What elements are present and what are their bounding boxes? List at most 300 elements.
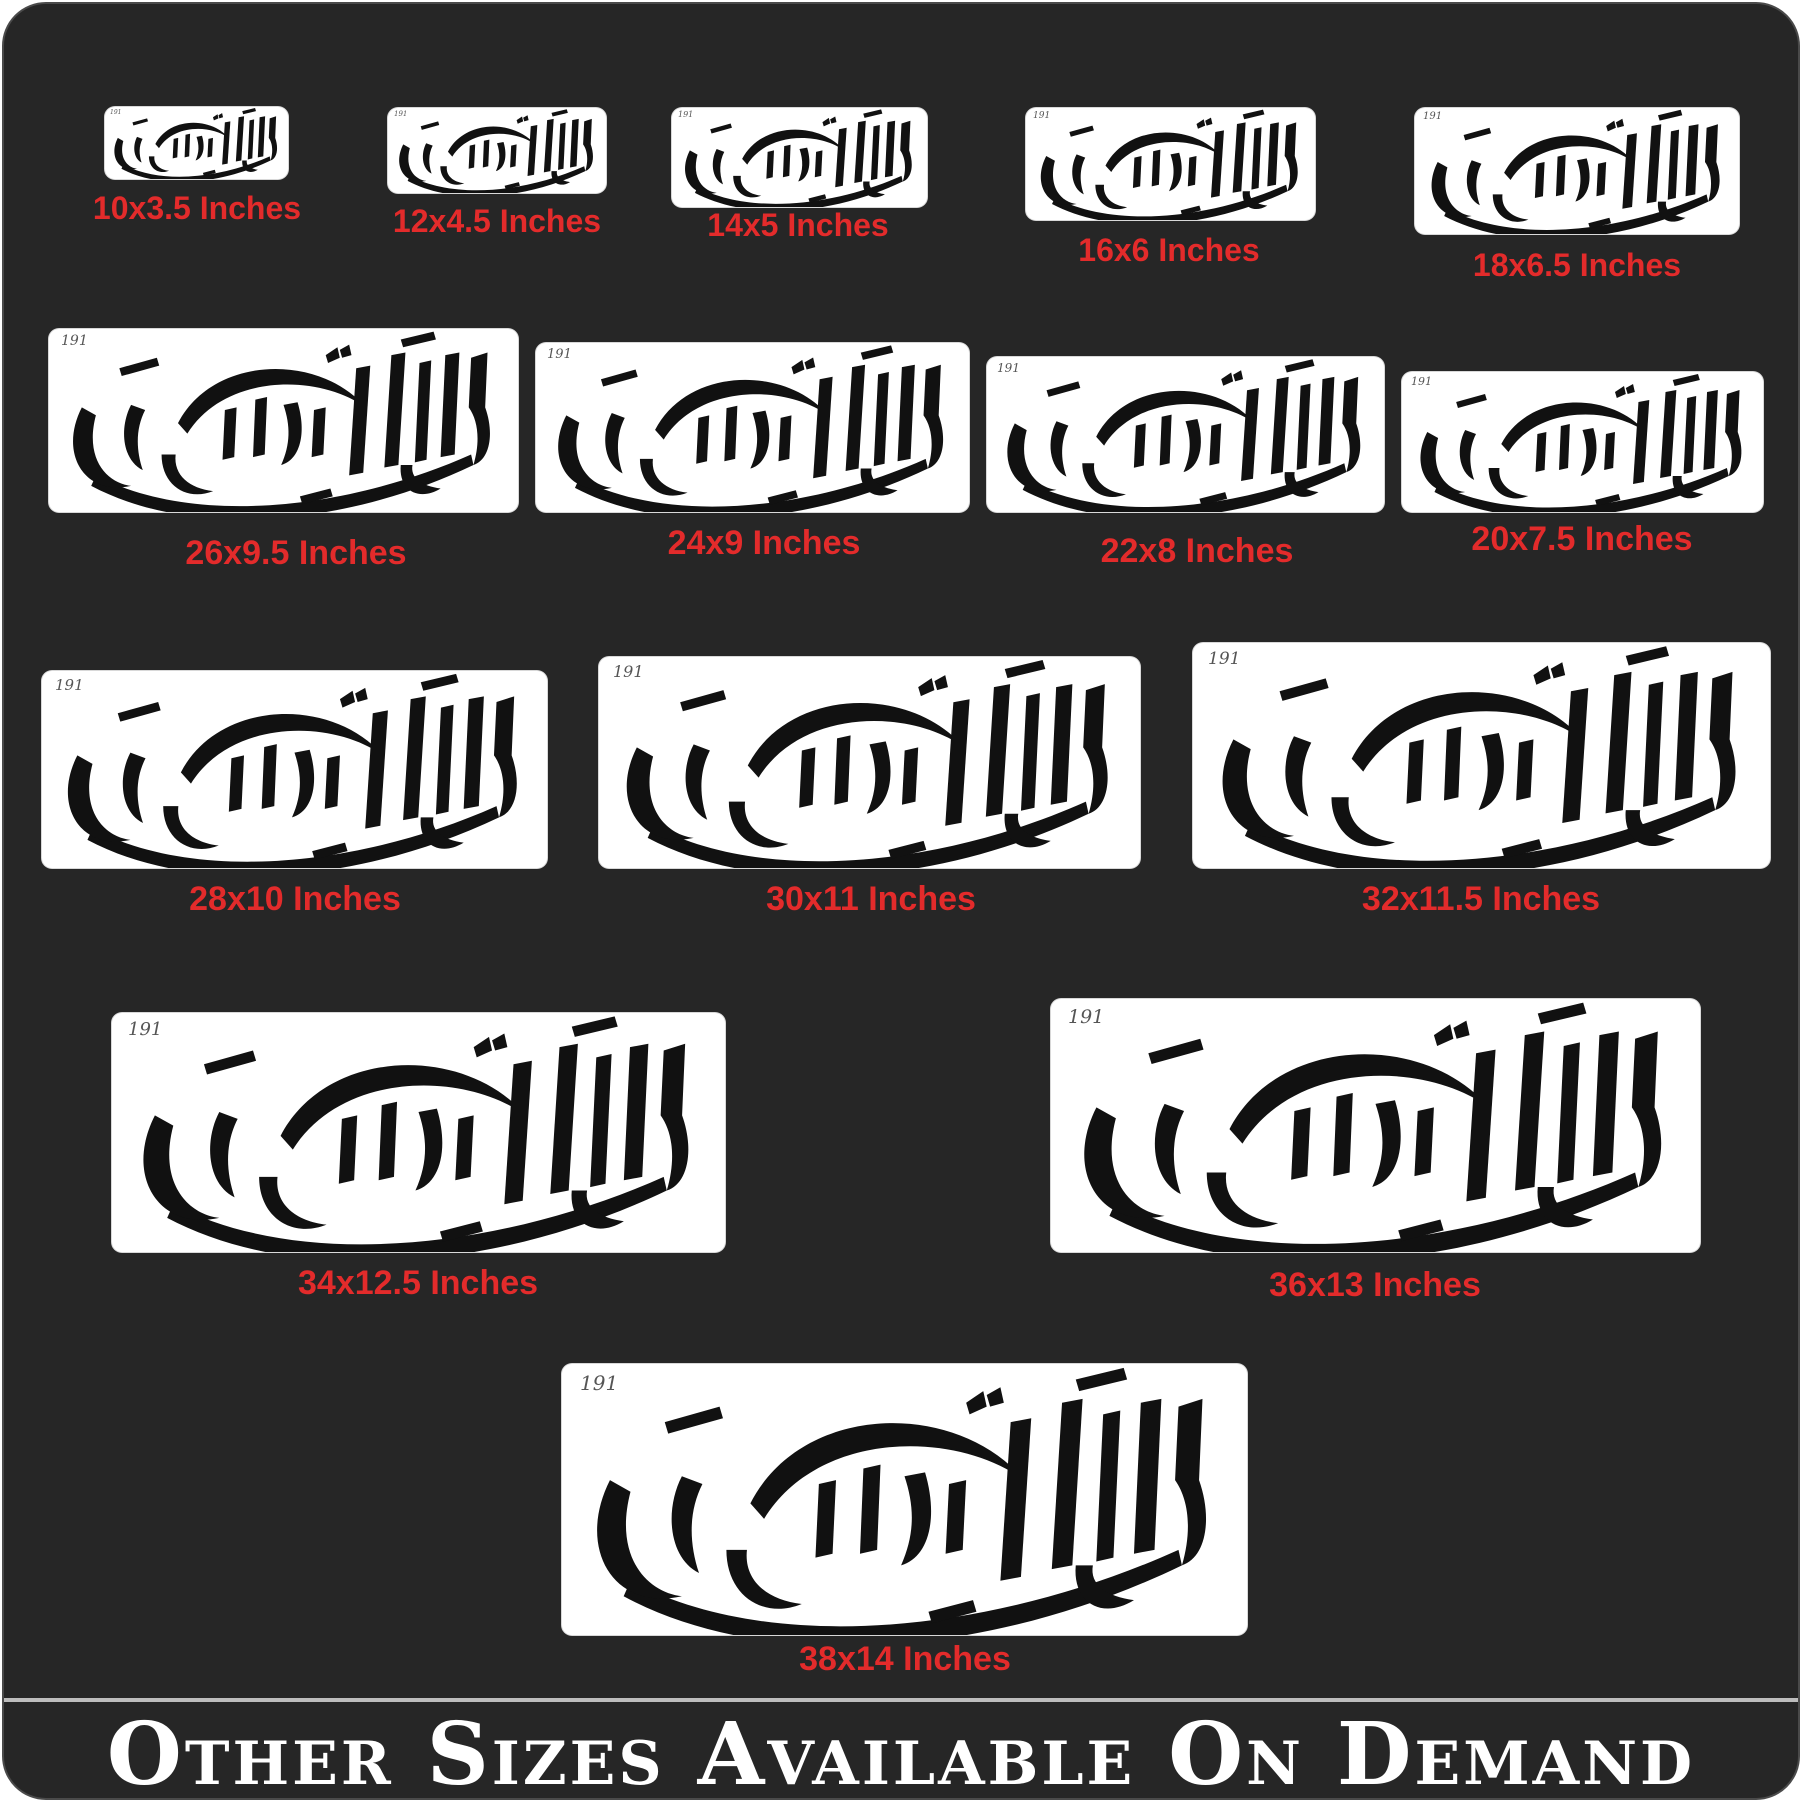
calligraphy-stroke (696, 415, 709, 463)
calligraphy-stroke (1606, 119, 1624, 132)
calligraphy-stroke (1705, 124, 1720, 201)
stencil-card (562, 1364, 1247, 1635)
calligraphy-image (1402, 372, 1763, 512)
calligraphy-stroke (68, 755, 131, 841)
calligraphy-image (1051, 999, 1700, 1252)
calligraphy-stroke (1000, 1418, 1031, 1581)
stencil-card (49, 329, 518, 512)
stencil-card (42, 671, 547, 868)
calligraphy-stroke (1575, 158, 1589, 201)
calligraphy-stroke (119, 358, 159, 376)
calligraphy-stroke (1152, 150, 1161, 187)
calligraphy-stroke (1456, 394, 1487, 408)
calligraphy-stroke (791, 357, 815, 374)
calligraphy-stroke (1414, 1107, 1433, 1176)
calligraphy-stroke (262, 744, 277, 809)
calligraphy-stroke (1267, 122, 1279, 186)
calligraphy-stroke (1479, 733, 1504, 810)
calligraphy-stroke (1626, 646, 1669, 665)
calligraphy-stroke (1084, 1107, 1164, 1218)
calligraphy-stroke (924, 365, 944, 469)
calligraphy-stroke (349, 366, 370, 476)
calligraphy-stroke (517, 115, 529, 124)
calligraphy-stroke (326, 345, 352, 363)
calligraphy-stroke (627, 747, 694, 839)
calligraphy-stroke (1444, 727, 1461, 801)
calligraphy-stroke (196, 136, 204, 161)
size-label: 14x5 Inches (707, 207, 889, 243)
calligraphy-image (1026, 108, 1315, 220)
calligraphy-stroke (1342, 377, 1360, 472)
stencil-code: 191 (55, 676, 84, 694)
calligraphy-stroke (1007, 423, 1056, 491)
calligraphy-stroke (590, 1054, 611, 1187)
calligraphy-stroke (114, 138, 137, 169)
calligraphy-stroke (185, 134, 190, 158)
calligraphy-stroke (815, 1480, 836, 1557)
calligraphy-stroke (1285, 359, 1315, 372)
calligraphy-stroke (902, 747, 918, 804)
calligraphy-stroke (1515, 1032, 1544, 1191)
calligraphy-stroke (1622, 133, 1637, 209)
calligraphy-stroke (1297, 384, 1311, 470)
stencil-card (536, 343, 969, 512)
stencil-code: 191 (547, 347, 572, 362)
calligraphy-stroke (867, 741, 891, 813)
calligraphy-stroke (469, 353, 490, 465)
calligraphy-stroke (1052, 1399, 1083, 1569)
calligraphy-stroke (724, 406, 737, 462)
calligraphy-stroke (1134, 1399, 1161, 1554)
stencil-code: 191 (997, 361, 1020, 375)
stencil-code: 191 (1411, 375, 1432, 388)
calligraphy-stroke (986, 684, 1010, 817)
stencil-code: 191 (678, 110, 694, 119)
calligraphy-stroke (436, 705, 454, 815)
calligraphy-stroke (1241, 388, 1259, 481)
calligraphy-stroke (750, 1423, 1024, 1519)
calligraphy-stroke (946, 1480, 967, 1554)
calligraphy-image (112, 1013, 725, 1252)
stencil-code: 191 (613, 662, 644, 681)
calligraphy-stroke (149, 156, 169, 172)
calligraphy-stroke (1675, 672, 1698, 801)
calligraphy-stroke (1096, 391, 1255, 446)
calligraphy-stroke (729, 802, 789, 848)
calligraphy-stroke (496, 142, 506, 171)
calligraphy-stroke (1211, 130, 1224, 197)
calligraphy-stroke (1047, 381, 1081, 397)
calligraphy-stroke (898, 365, 915, 462)
calligraphy-stroke (1606, 672, 1632, 813)
calligraphy-stroke (365, 710, 388, 828)
calligraphy-stroke (597, 1480, 682, 1598)
stencil-code: 191 (1068, 1006, 1105, 1028)
calligraphy-stroke (583, 119, 593, 171)
calligraphy-stroke (1684, 396, 1697, 474)
calligraphy-stroke (1596, 162, 1606, 196)
calligraphy-stroke (1538, 1003, 1587, 1025)
calligraphy-image (562, 1364, 1247, 1635)
calligraphy-stroke (1243, 110, 1265, 120)
stencil-card (1402, 372, 1763, 512)
calligraphy-stroke (1082, 463, 1126, 497)
size-label: 12x4.5 Inches (392, 203, 602, 239)
calligraphy-stroke (281, 1065, 526, 1149)
calligraphy-stroke (292, 750, 314, 818)
calligraphy-stroke (672, 1476, 703, 1573)
calligraphy-stroke (945, 699, 969, 826)
calligraphy-stroke (813, 377, 832, 478)
calligraphy-stroke (510, 144, 517, 167)
calligraphy-stroke (1285, 122, 1298, 191)
calligraphy-stroke (742, 130, 844, 165)
calligraphy-stroke (1051, 684, 1073, 805)
calligraphy-stroke (464, 696, 484, 809)
calligraphy-stroke (835, 128, 846, 187)
calligraphy-image (536, 343, 969, 512)
calligraphy-stroke (750, 411, 769, 469)
size-label: 22x8 Inches (1100, 532, 1294, 570)
calligraphy-stroke (1434, 1021, 1470, 1046)
calligraphy-stroke (134, 137, 142, 163)
calligraphy-stroke (1516, 739, 1533, 800)
calligraphy-stroke (1581, 428, 1597, 476)
calligraphy-stroke (624, 1044, 649, 1181)
calligraphy-stroke (655, 380, 828, 440)
calligraphy-stroke (885, 121, 895, 178)
calligraphy-stroke (1406, 739, 1423, 803)
calligraphy-stroke (685, 150, 717, 193)
calligraphy-stroke (1643, 682, 1663, 807)
calligraphy-stroke (1083, 684, 1107, 814)
calligraphy-stroke (222, 121, 230, 164)
calligraphy-stroke (399, 144, 426, 181)
stencil-card (599, 657, 1140, 868)
calligraphy-stroke (253, 397, 267, 457)
calligraphy-image (388, 108, 606, 193)
calligraphy-stroke (1105, 132, 1221, 172)
calligraphy-stroke (1504, 135, 1634, 180)
size-label: 10x3.5 Inches (92, 190, 302, 226)
size-label: 38x14 Inches (799, 1640, 1011, 1678)
calligraphy-stroke (258, 116, 265, 157)
calligraphy-stroke (1184, 419, 1201, 472)
calligraphy-stroke (1593, 1032, 1619, 1177)
stencil-card (1026, 108, 1315, 220)
size-label: 28x10 Inches (189, 880, 401, 918)
calligraphy-stroke (605, 413, 624, 473)
calligraphy-stroke (1559, 424, 1570, 470)
calligraphy-stroke (1432, 162, 1472, 217)
calligraphy-stroke (1533, 662, 1565, 685)
calligraphy-stroke (1169, 153, 1182, 191)
calligraphy-stroke (1209, 423, 1221, 465)
calligraphy-stroke (415, 360, 431, 462)
calligraphy-stroke (528, 125, 538, 176)
calligraphy-stroke (210, 1112, 238, 1197)
calligraphy-image (1415, 108, 1739, 234)
calligraphy-stroke (686, 744, 710, 819)
stencil-card (1051, 999, 1700, 1252)
calligraphy-stroke (1725, 390, 1741, 476)
size-label: 32x11.5 Inches (1361, 880, 1601, 918)
calligraphy-stroke (570, 119, 579, 168)
calligraphy-stroke (1051, 421, 1069, 476)
calligraphy-stroke (822, 116, 836, 126)
calligraphy-stroke (1148, 1039, 1203, 1064)
calligraphy-stroke (1633, 400, 1649, 484)
calligraphy-stroke (1229, 1054, 1489, 1143)
calligraphy-stroke (1271, 377, 1289, 474)
calligraphy-stroke (483, 140, 490, 168)
calligraphy-stroke (1207, 1172, 1278, 1227)
calligraphy-stroke (640, 459, 688, 496)
size-label: 30x11 Inches (766, 880, 976, 918)
stencil-card (987, 357, 1384, 512)
calligraphy-stroke (1420, 432, 1465, 493)
calligraphy-stroke (124, 405, 145, 470)
calligraphy-stroke (223, 407, 237, 459)
calligraphy-stroke (401, 332, 436, 348)
calligraphy-stroke (1535, 162, 1545, 198)
size-label: 16x6 Inches (1078, 232, 1260, 268)
calligraphy-stroke (900, 121, 912, 182)
calligraphy-stroke (572, 1016, 618, 1036)
calligraphy-stroke (726, 1550, 801, 1609)
stencil-code: 191 (394, 110, 408, 118)
size-label: 18x6.5 Inches (1472, 247, 1682, 283)
calligraphy-stroke (1221, 370, 1243, 386)
calligraphy-stroke (1076, 1368, 1127, 1391)
calligraphy-stroke (1557, 1042, 1580, 1183)
calligraphy-stroke (123, 753, 146, 823)
calligraphy-stroke (421, 121, 440, 130)
calligraphy-stroke (871, 125, 880, 180)
stencil-card (388, 108, 606, 193)
stencil-card (672, 108, 927, 207)
calligraphy-image (1193, 643, 1770, 868)
calligraphy-image (42, 671, 547, 868)
calligraphy-stroke (1188, 156, 1197, 186)
calligraphy-stroke (918, 675, 948, 696)
calligraphy-stroke (710, 124, 732, 134)
calligraphy-stroke (550, 1044, 578, 1194)
calligraphy-stroke (1556, 155, 1566, 196)
calligraphy-stroke (423, 143, 433, 173)
calligraphy-stroke (846, 365, 865, 471)
calligraphy-stroke (213, 113, 223, 120)
calligraphy-stroke (1041, 156, 1077, 205)
calligraphy-stroke (1703, 390, 1717, 470)
size-label: 26x9.5 Inches (185, 534, 407, 572)
calligraphy-stroke (325, 755, 340, 808)
calligraphy-stroke (861, 345, 893, 359)
calligraphy-stroke (1501, 403, 1645, 452)
calligraphy-stroke (403, 696, 426, 820)
calligraphy-stroke (1489, 468, 1529, 498)
calligraphy-stroke (1197, 118, 1213, 129)
calligraphy-stroke (901, 1472, 931, 1565)
calligraphy-stroke (1005, 660, 1046, 678)
calligraphy-stroke (448, 127, 535, 157)
calligraphy-stroke (1155, 1104, 1184, 1194)
calligraphy-stroke (1668, 130, 1679, 200)
calligraphy-stroke (544, 119, 554, 172)
stencil-card (1193, 643, 1770, 868)
calligraphy-stroke (1096, 1410, 1120, 1561)
calligraphy-stroke (558, 123, 566, 170)
calligraphy-stroke (155, 123, 228, 148)
calligraphy-stroke (1331, 797, 1394, 846)
size-label: 36x13 Inches (1269, 1266, 1481, 1304)
calligraphy-stroke (494, 696, 517, 817)
calligraphy-image (105, 107, 288, 179)
footer-banner: Other Sizes Available On Demand (106, 1704, 1696, 1800)
calligraphy-stroke (1464, 128, 1492, 141)
calligraphy-image (599, 657, 1140, 868)
calligraphy-stroke (118, 702, 161, 722)
calligraphy-stroke (854, 121, 865, 183)
calligraphy-stroke (242, 108, 256, 114)
calligraphy-stroke (1160, 415, 1172, 466)
size-label: 34x12.5 Inches (297, 1264, 539, 1302)
calligraphy-stroke (1095, 185, 1127, 209)
calligraphy-stroke (798, 148, 809, 182)
product-frame (2, 2, 1800, 1800)
calligraphy-stroke (1466, 1050, 1495, 1202)
calligraphy-stroke (340, 688, 368, 708)
calligraphy-image (49, 329, 518, 512)
calligraphy-stroke (474, 1033, 508, 1057)
calligraphy-stroke (834, 735, 850, 804)
calligraphy-stroke (1615, 384, 1635, 398)
calligraphy-stroke (415, 1109, 442, 1191)
calligraphy-stroke (1069, 126, 1094, 137)
calligraphy-image (672, 108, 927, 207)
calligraphy-stroke (469, 144, 476, 168)
calligraphy-stroke (1372, 1100, 1400, 1187)
stencil-code: 191 (128, 1019, 163, 1040)
calligraphy-stroke (713, 149, 724, 184)
calligraphy-stroke (1223, 739, 1294, 837)
calligraphy-stroke (236, 116, 244, 161)
calligraphy-stroke (1536, 432, 1547, 472)
size-label: 24x9 Inches (667, 524, 861, 562)
calligraphy-stroke (680, 690, 726, 711)
calligraphy-image (987, 357, 1384, 512)
calligraphy-stroke (1460, 430, 1476, 480)
calligraphy-stroke (1658, 110, 1682, 121)
calligraphy-stroke (1686, 124, 1699, 196)
calligraphy-stroke (1021, 693, 1040, 811)
footer-divider (4, 1698, 1798, 1702)
calligraphy-stroke (143, 1115, 219, 1219)
calligraphy-stroke (1233, 122, 1246, 192)
calligraphy-stroke (504, 1061, 532, 1204)
calligraphy-stroke (661, 1044, 689, 1191)
calligraphy-stroke (441, 353, 460, 458)
calligraphy-stroke (558, 415, 612, 489)
calligraphy-stroke (281, 402, 302, 465)
calligraphy-stroke (379, 1102, 397, 1181)
calligraphy-stroke (178, 369, 366, 434)
stencil-code: 191 (110, 109, 122, 116)
calligraphy-stroke (455, 1115, 473, 1180)
calligraphy-stroke (1133, 156, 1142, 188)
calligraphy-stroke (162, 454, 214, 494)
calligraphy-stroke (1318, 377, 1334, 466)
calligraphy-stroke (1709, 672, 1735, 810)
size-label: 20x7.5 Inches (1471, 520, 1693, 558)
stencil-code: 191 (1208, 649, 1241, 669)
calligraphy-stroke (384, 353, 405, 468)
stencil-code: 191 (1423, 111, 1443, 122)
calligraphy-stroke (1251, 127, 1261, 189)
calligraphy-stroke (248, 119, 254, 159)
calligraphy-stroke (799, 747, 815, 807)
calligraphy-stroke (1493, 194, 1529, 221)
calligraphy-stroke (339, 1115, 357, 1183)
calligraphy-stroke (259, 1177, 326, 1229)
stencil-card (112, 1013, 725, 1252)
stencil-code: 191 (1033, 111, 1051, 121)
calligraphy-stroke (73, 407, 131, 487)
calligraphy-stroke (1280, 678, 1329, 701)
calligraphy-stroke (1604, 432, 1615, 470)
calligraphy-stroke (733, 176, 761, 198)
calligraphy-stroke (204, 1051, 256, 1075)
calligraphy-stroke (1562, 688, 1588, 823)
calligraphy-stroke (269, 116, 277, 160)
calligraphy-stroke (860, 1465, 881, 1554)
calligraphy-stroke (1632, 1032, 1661, 1187)
calligraphy-stroke (181, 714, 383, 784)
calligraphy-stroke (1647, 124, 1662, 203)
calligraphy-stroke (207, 138, 212, 158)
stencil-card (105, 107, 288, 179)
calligraphy-stroke (1660, 390, 1676, 478)
stencil-card (1415, 108, 1739, 234)
calligraphy-stroke (748, 703, 964, 778)
calligraphy-stroke (778, 415, 791, 461)
calligraphy-stroke (1175, 1399, 1206, 1565)
calligraphy-stroke (229, 755, 244, 811)
calligraphy-stroke (665, 1407, 723, 1434)
calligraphy-stroke (1291, 1107, 1310, 1179)
calligraphy-stroke (874, 372, 889, 466)
stencil-code: 191 (61, 333, 88, 349)
calligraphy-stroke (1333, 1093, 1352, 1176)
calligraphy-stroke (1352, 692, 1583, 771)
calligraphy-stroke (783, 145, 791, 178)
calligraphy-stroke (173, 138, 178, 159)
calligraphy-stroke (1072, 154, 1085, 194)
calligraphy-stroke (421, 674, 459, 691)
calligraphy-stroke (1134, 423, 1146, 467)
calligraphy-stroke (132, 118, 148, 125)
calligraphy-stroke (601, 370, 638, 387)
calligraphy-stroke (163, 806, 219, 849)
calligraphy-stroke (1673, 374, 1700, 386)
calligraphy-stroke (966, 1387, 1004, 1414)
calligraphy-stroke (863, 109, 882, 117)
stencil-code: 191 (580, 1371, 619, 1395)
calligraphy-stroke (766, 150, 774, 178)
calligraphy-stroke (312, 407, 326, 457)
calligraphy-stroke (440, 166, 464, 184)
calligraphy-stroke (1467, 160, 1482, 205)
